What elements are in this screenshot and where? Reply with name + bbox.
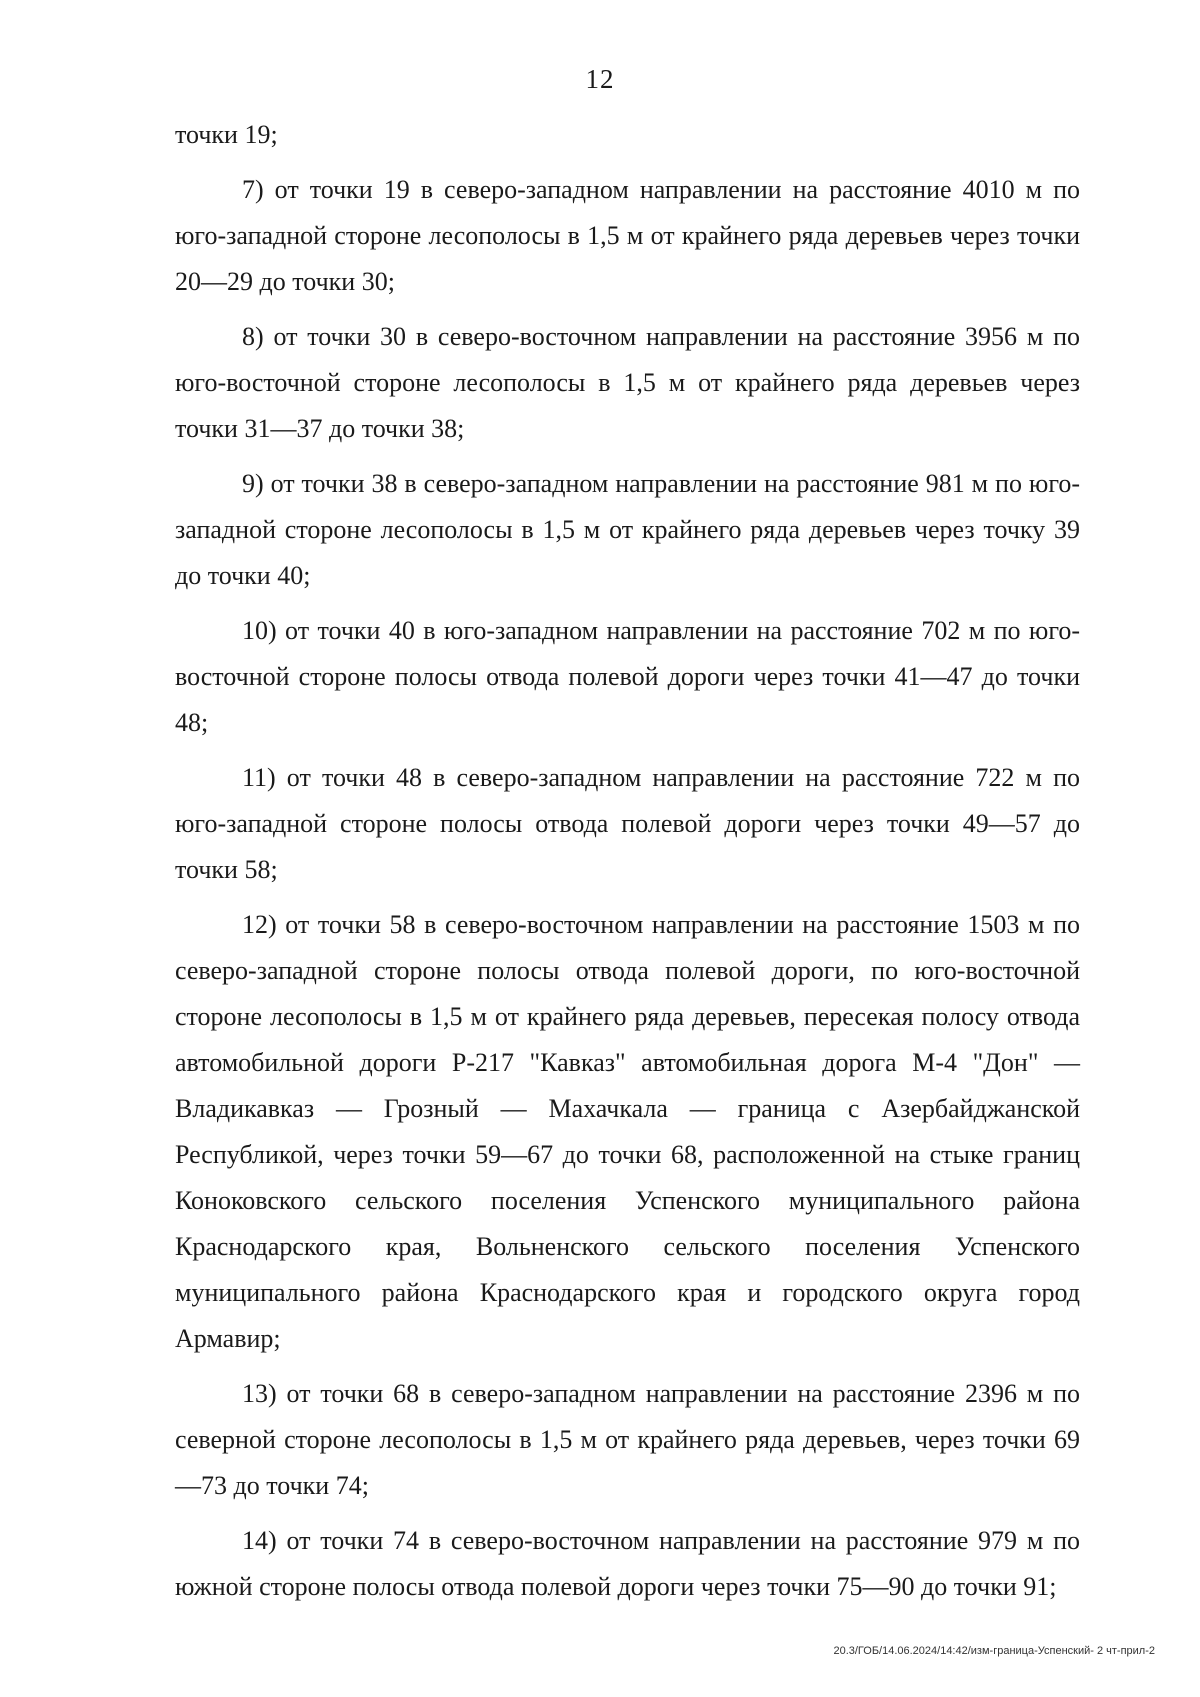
- paragraph-item-11: 11) от точки 48 в северо-западном направлении на расстояние 722 м по юго-западной стороне полосы отвода полевой дороги через точки 49—57 до точки 58;: [175, 763, 1080, 884]
- paragraph-continuation: точки 19;: [175, 120, 278, 149]
- page-number: 12: [585, 64, 615, 94]
- paragraph-item-8: 8) от точки 30 в северо-восточном направлении на расстояние 3956 м по юго-восточной стороне лесополосы в 1,5 м от крайнего ряда деревьев через точки 31—37 до точки 38;: [175, 322, 1080, 443]
- paragraph-item-13: 13) от точки 68 в северо-западном направлении на расстояние 2396 м по северной стороне лесополосы в 1,5 м от крайнего ряда деревьев, через точки 69—73 до точки 74;: [175, 1379, 1080, 1500]
- document-body: [175, 112, 1080, 1619]
- paragraph-item-7: 7) от точки 19 в северо-западном направлении на расстояние 4010 м по юго-западной стороне лесополосы в 1,5 м от крайнего ряда деревьев через точки 20—29 до точки 30;: [175, 175, 1080, 296]
- paragraph-item-10: 10) от точки 40 в юго-западном направлении на расстояние 702 м по юго-восточной стороне полосы отвода полевой дороги через точки 41—47 до точки 48;: [175, 616, 1080, 737]
- paragraph-item-9: 9) от точки 38 в северо-западном направлении на расстояние 981 м по юго-западной стороне лесополосы в 1,5 м от крайнего ряда деревьев через точку 39 до точки 40;: [175, 469, 1080, 590]
- footer-document-code: 20.3/ГОБ/14.06.2024/14:42/изм-граница-Успенский- 2 чт-прил-2: [833, 1645, 1155, 1657]
- paragraph-item-14: 14) от точки 74 в северо-восточном направлении на расстояние 979 м по южной стороне полосы отвода полевой дороги через точки 75—90 до точки 91;: [175, 1526, 1080, 1601]
- paragraph-item-12: 12) от точки 58 в северо-восточном направлении на расстояние 1503 м по северо-западной стороне полосы отвода полевой дороги, по юго-восточной стороне лесополосы в 1,5 м от крайнего ряда деревьев, пересекая полосу отвода автомобильной дороги Р-217 "Кавказ" автомобильная дорога М-4 "Дон" — Владикавказ — Грозный — Махачкала — граница с Азербайджанской Республикой, через точки 59—67 до точки 68, расположенной на стыке границ Коноковского сельского поселения Успенского муниципального района Краснодарского края, Вольненского сельского поселения Успенского муниципального района Краснодарского края и городского округа город Армавир;: [175, 910, 1080, 1353]
